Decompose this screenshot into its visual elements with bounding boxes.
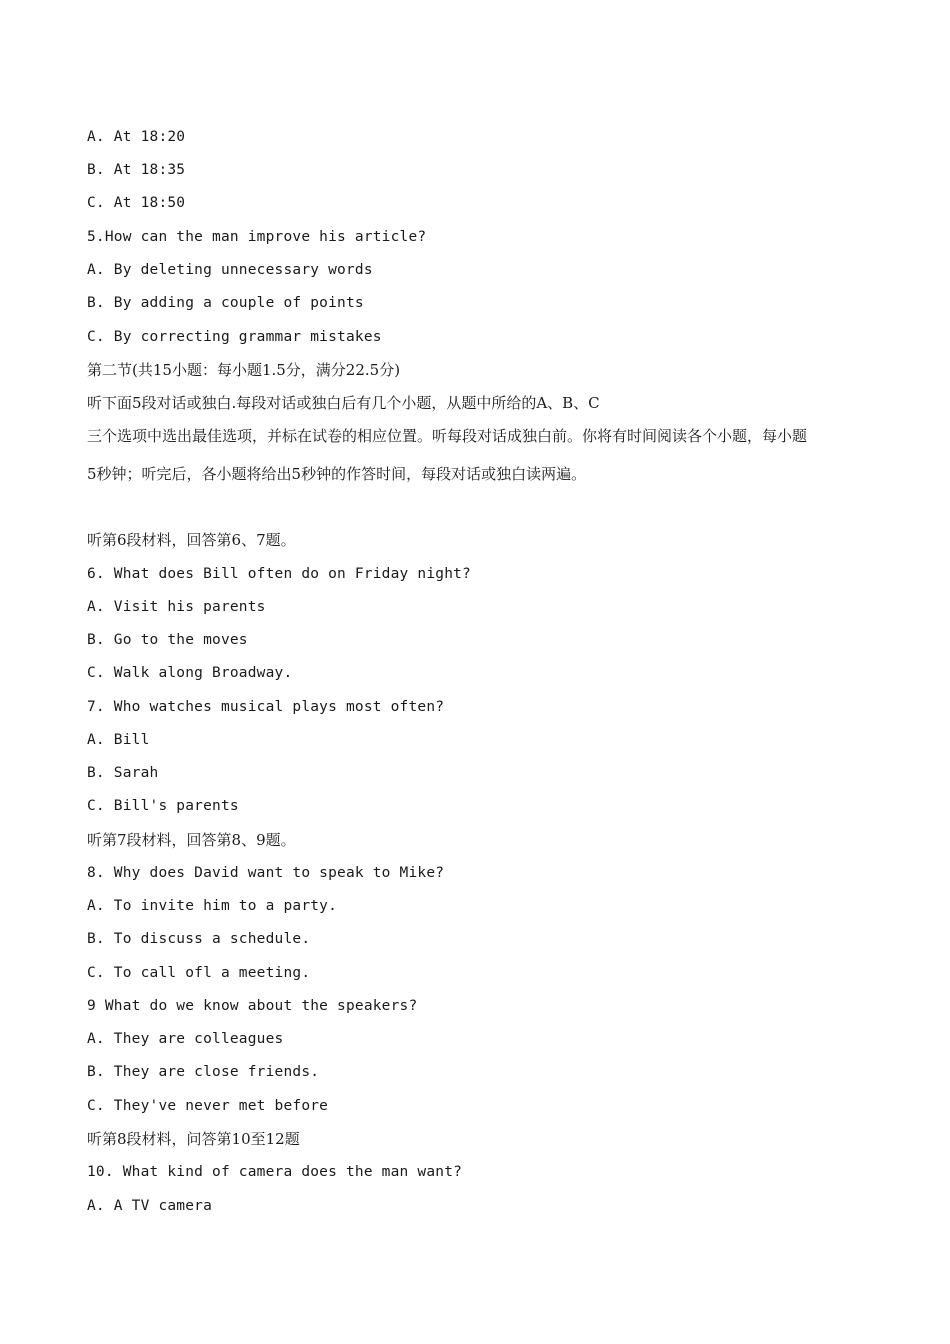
option-7c: C. Bill's parents [87,798,239,814]
question-6: 6. What does Bill often do on Friday night? [87,566,471,582]
option-5a: A. By deleting unnecessary words [87,262,373,278]
option-9c: C. They've never met before [87,1098,329,1114]
option-6c: C. Walk along Broadway. [87,665,293,681]
passage-8-heading: 听第8段材料，问答第10至12题 [87,1130,300,1148]
option-9b: B. They are close friends. [87,1064,320,1080]
option-4b: B. At 18:35 [87,162,186,178]
question-9: 9 What do we know about the speakers? [87,998,418,1014]
question-5: 5.How can the man improve his article? [87,229,427,245]
option-8b: B. To discuss a schedule. [87,931,311,947]
option-5b: B. By adding a couple of points [87,295,364,311]
section-heading: 第二节(共15小题：每小题1.5分，满分22.5分) [87,361,401,379]
passage-7-heading: 听第7段材料，回答第8、9题。 [87,831,296,849]
option-4c: C. At 18:50 [87,195,186,211]
question-7: 7. Who watches musical plays most often? [87,699,445,715]
option-9a: A. They are colleagues [87,1031,284,1047]
passage-6-heading: 听第6段材料，回答第6、7题。 [87,531,296,549]
option-7b: B. Sarah [87,765,159,781]
option-6b: B. Go to the moves [87,632,248,648]
question-8: 8. Why does David want to speak to Mike? [87,865,445,881]
option-5c: C. By correcting grammar mistakes [87,329,382,345]
instructions-line-3: 5秒钟；听完后，各小题将给出5秒钟的作答时间，每段对话或独白读两遍。 [87,465,587,483]
option-4a: A. At 18:20 [87,129,186,145]
option-10a: A. A TV camera [87,1198,213,1214]
question-10: 10. What kind of camera does the man want? [87,1164,463,1180]
instructions-line-2: 三个选项中选出最佳选项，并标在试卷的相应位置。听每段对话成独白前。你将有时间阅读各个小题，每小题 [87,427,808,445]
option-8a: A. To invite him to a party. [87,898,338,914]
option-7a: A. Bill [87,732,150,748]
instructions-line-1: 听下面5段对话或独白.每段对话或独白后有几个小题，从题中所给的A、B、C [87,394,600,412]
option-6a: A. Visit his parents [87,599,266,615]
option-8c: C. To call ofl a meeting. [87,965,311,981]
